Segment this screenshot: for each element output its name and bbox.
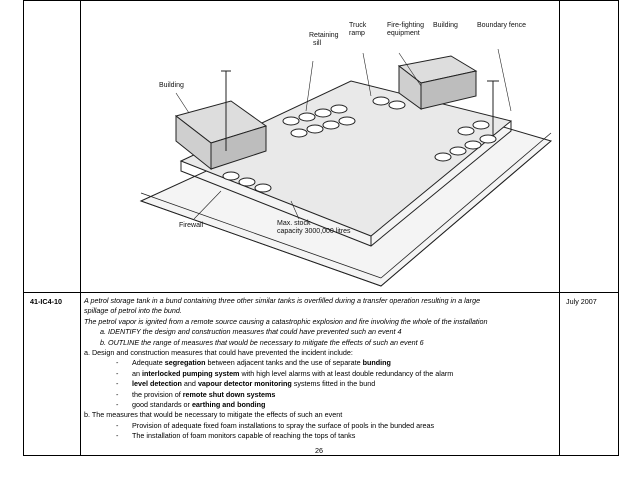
label-truck-ramp: Truck bbox=[349, 22, 367, 29]
label-boundary-fence: Boundary fence bbox=[477, 22, 527, 29]
bullet-dash: - bbox=[116, 431, 119, 441]
tank-farm-diagram bbox=[81, 1, 559, 287]
question-body bbox=[81, 293, 560, 456]
bullet-dash: - bbox=[116, 368, 119, 378]
label-building-top: Building bbox=[433, 22, 458, 29]
label-fire-fighting: Fire-fighting bbox=[387, 22, 424, 29]
question-table bbox=[23, 0, 619, 456]
label-firewall: Firewall bbox=[179, 222, 204, 229]
question-code: 41-IC4-10 bbox=[24, 293, 81, 456]
page-number: 26 bbox=[315, 446, 323, 455]
answer-b-item: - Provision of adequate fixed foam installations to spray the surface of pools in the bunded areas bbox=[116, 420, 435, 430]
empty-cell bbox=[24, 1, 81, 293]
answer-a-item: - good standards or earthing and bonding bbox=[116, 400, 266, 410]
answer-a-item: - an interlocked pumping system with high level alarms with at least double redundancy of the alarm bbox=[116, 368, 454, 378]
answer-a-item: - the provision of remote shut down systems bbox=[116, 389, 276, 399]
question-part-a: a. IDENTIFY the design and construction measures that could have prevented such an event 4 bbox=[100, 327, 402, 337]
label-max-stock-2: capacity 3000,000 litres bbox=[277, 228, 351, 235]
label-retaining-sill: Retaining bbox=[309, 32, 339, 39]
label-max-stock: Max. stock bbox=[277, 220, 311, 227]
bullet-dash: - bbox=[116, 400, 119, 410]
question-part-b: b. OUTLINE the range of measures that would be necessary to mitigate the effects of such an event 6 bbox=[100, 337, 424, 347]
answer-a-item: - level detection and vapour detector monitoring systems fitted in the bund bbox=[116, 379, 376, 389]
empty-cell bbox=[560, 1, 619, 293]
label-retaining-sill-2: sill bbox=[313, 40, 322, 47]
bullet-dash: - bbox=[116, 389, 119, 399]
label-fire-fighting-2: equipment bbox=[387, 30, 420, 37]
intro-line: A petrol storage tank in a bund containing three other similar tanks is overfilled during a transfer operation resulting in a large bbox=[84, 296, 481, 305]
bullet-dash: - bbox=[116, 358, 119, 368]
answer-b-item: - The installation of foam monitors capable of reaching the tops of tanks bbox=[116, 431, 356, 441]
answer-a-item: - Adequate segregation between adjacent tanks and the use of separate bunding bbox=[116, 358, 391, 368]
answer-b-heading: b. The measures that would be necessary to mitigate the effects of such an event bbox=[84, 410, 343, 420]
bullet-dash: - bbox=[116, 420, 119, 430]
diagram-cell bbox=[81, 1, 560, 293]
label-building-left: Building bbox=[159, 82, 184, 89]
question-date: July 2007 bbox=[560, 293, 619, 456]
bullet-dash: - bbox=[116, 379, 119, 389]
label-truck-ramp-2: ramp bbox=[349, 30, 365, 37]
answer-a-heading: a. Design and construction measures that could have prevented the incident include: bbox=[84, 348, 353, 358]
intro-line: spillage of petrol into the bund. bbox=[84, 306, 182, 316]
intro-line: The petrol vapor is ignited from a remote source causing a catastrophic explosion and fire involving the whole of the installation bbox=[84, 316, 488, 326]
